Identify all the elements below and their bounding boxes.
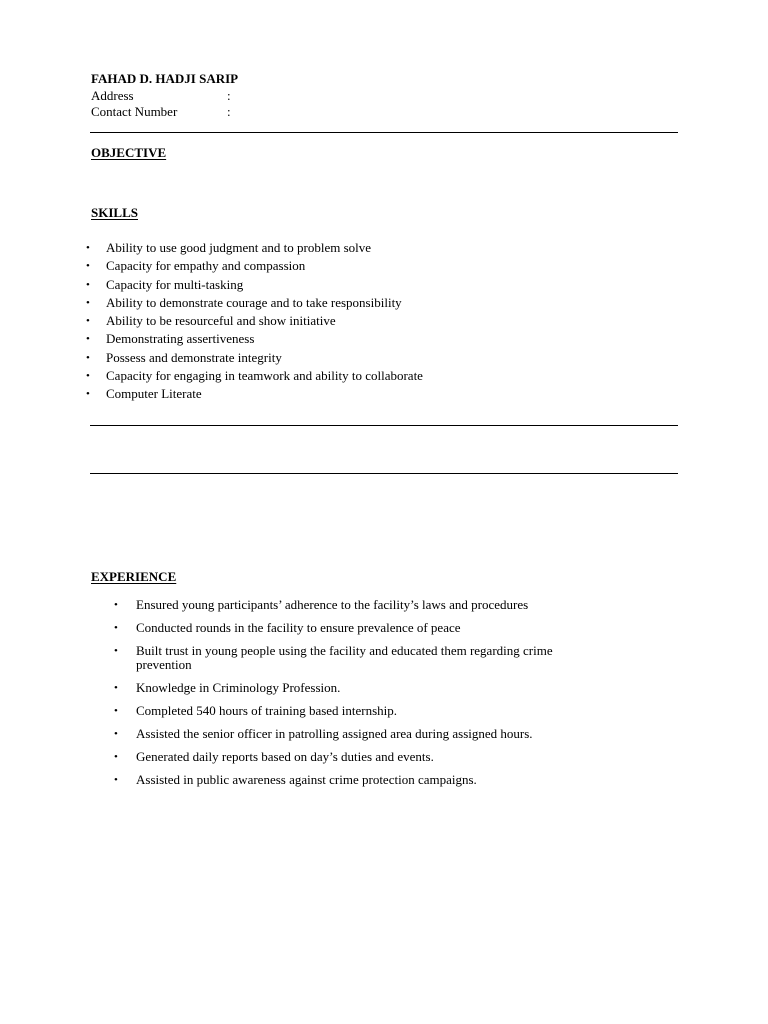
- experience-text: Ensured young participants’ adherence to the facility’s laws and procedures: [136, 597, 529, 612]
- section-divider-2: [90, 473, 678, 474]
- skill-item: [0, 312, 423, 330]
- bullet-icon: •: [86, 388, 90, 401]
- experience-text: Completed 540 hours of training based internship.: [136, 703, 398, 718]
- skill-item: [0, 257, 423, 275]
- experience-text: Assisted the senior officer in patrolling assigned area during assigned hours.: [136, 726, 533, 741]
- bullet-icon: •: [114, 645, 118, 657]
- skill-item: [0, 385, 423, 403]
- skill-text: Capacity for engaging in teamwork and ability to collaborate: [106, 368, 423, 384]
- experience-item: [0, 681, 606, 695]
- bullet-icon: •: [114, 622, 118, 634]
- skill-text: Possess and demonstrate integrity: [106, 349, 282, 365]
- skill-item: [0, 367, 423, 385]
- bullet-icon: •: [86, 333, 90, 346]
- experience-text: Built trust in young people using the facility and educated them regarding crime prevention: [136, 643, 553, 672]
- bullet-icon: •: [86, 260, 90, 273]
- skill-text: Capacity for multi-tasking: [106, 276, 244, 292]
- bullet-icon: •: [114, 682, 118, 694]
- experience-text: Conducted rounds in the facility to ensure prevalence of peace: [136, 620, 461, 635]
- header-divider: [90, 132, 678, 133]
- address-colon: :: [227, 88, 231, 103]
- bullet-icon: •: [114, 728, 118, 740]
- experience-item: [0, 750, 606, 764]
- skill-item: [0, 294, 423, 312]
- experience-item: [0, 773, 606, 787]
- contact-number-colon: :: [227, 104, 231, 119]
- address-label: Address: [91, 88, 134, 103]
- skills-list: [0, 239, 423, 404]
- experience-text: Generated daily reports based on day’s duties and events.: [136, 749, 434, 764]
- bullet-icon: •: [114, 751, 118, 763]
- bullet-icon: •: [114, 599, 118, 611]
- contact-number-label: Contact Number: [91, 104, 178, 119]
- bullet-icon: •: [86, 351, 90, 364]
- skill-item: [0, 239, 423, 257]
- bullet-icon: •: [86, 370, 90, 383]
- skill-item: [0, 276, 423, 294]
- skill-text: Ability to use good judgment and to problem solve: [106, 240, 372, 255]
- experience-heading: EXPERIENCE: [91, 569, 177, 584]
- skill-text: Capacity for empathy and compassion: [106, 258, 306, 274]
- section-divider-1: [90, 425, 678, 426]
- skill-text: Demonstrating assertiveness: [106, 331, 255, 347]
- experience-text: Knowledge in Criminology Profession.: [136, 680, 341, 695]
- skills-heading: SKILLS: [91, 205, 138, 220]
- skill-item: [0, 330, 423, 348]
- applicant-name: FAHAD D. HADJI SARIP: [91, 71, 239, 86]
- skill-item: [0, 349, 423, 367]
- bullet-icon: •: [114, 774, 118, 786]
- experience-text: Assisted in public awareness against crime protection campaigns.: [136, 772, 477, 787]
- objective-heading: OBJECTIVE: [91, 145, 167, 160]
- experience-item: [0, 704, 606, 718]
- experience-item: [0, 598, 606, 612]
- experience-item: [0, 727, 606, 741]
- skill-text: Ability to demonstrate courage and to take responsibility: [106, 294, 402, 310]
- experience-item: [0, 644, 606, 672]
- experience-item: [0, 621, 606, 635]
- skill-text: Ability to be resourceful and show initiative: [106, 313, 336, 329]
- bullet-icon: •: [86, 278, 90, 291]
- skill-text: Computer Literate: [106, 386, 202, 402]
- experience-list: [0, 598, 606, 796]
- bullet-icon: •: [86, 315, 90, 328]
- bullet-icon: •: [86, 296, 90, 309]
- bullet-icon: •: [86, 242, 90, 254]
- bullet-icon: •: [114, 705, 118, 717]
